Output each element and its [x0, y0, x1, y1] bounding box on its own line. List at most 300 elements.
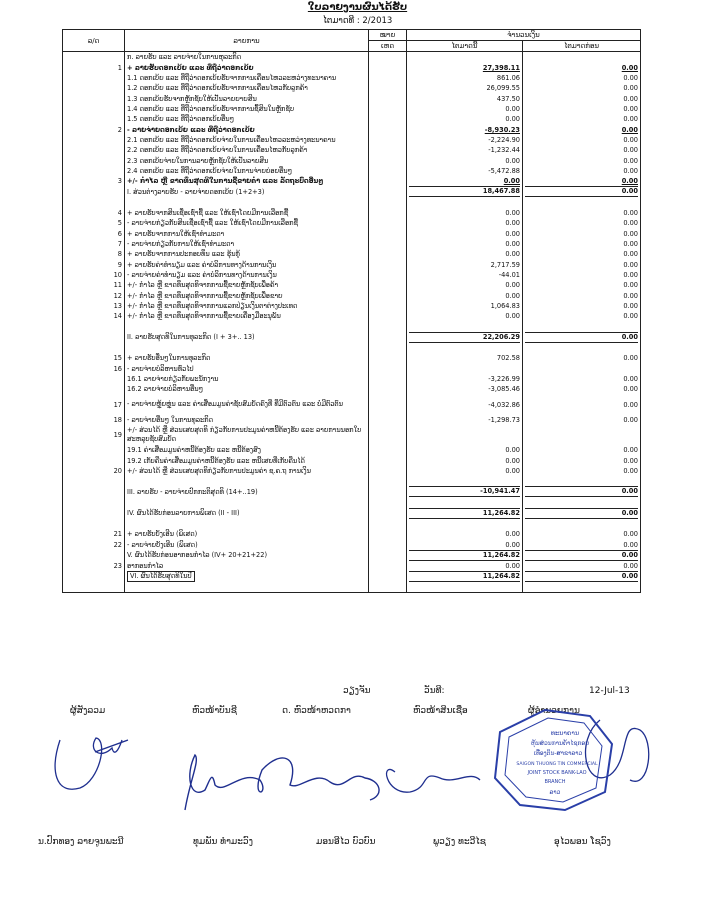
row-previous: 0.00	[523, 93, 641, 103]
table-row	[63, 176, 641, 186]
table-row	[63, 582, 641, 593]
row-number	[63, 332, 125, 343]
row-item: + ລາຍຮັບບັງເອີນ (ພິເສດ)	[125, 529, 369, 539]
current-value: 11,264.82	[409, 508, 520, 519]
signature-4	[586, 720, 649, 781]
row-note	[369, 52, 407, 63]
row-current: 702.58	[407, 353, 523, 363]
current-value: -10,941.47	[409, 486, 520, 497]
table-row	[63, 550, 641, 561]
row-number: 3	[63, 176, 125, 186]
row-number	[63, 83, 125, 93]
sig-name-accounting: ທຸມພັນ ທໍາມະວົງ	[193, 837, 253, 847]
table-row	[63, 62, 641, 72]
row-note	[369, 229, 407, 239]
table-row	[63, 186, 641, 197]
table-row	[63, 311, 641, 321]
row-current: -1,232.44	[407, 145, 523, 155]
row-current	[407, 519, 523, 529]
row-note	[369, 374, 407, 384]
row-note	[369, 476, 407, 486]
row-note	[369, 155, 407, 165]
sig-title-accounting: ຫົວໜ້າບັນຊີ	[192, 706, 237, 716]
row-current: 0.00	[407, 466, 523, 476]
table-row	[63, 155, 641, 165]
row-current	[407, 497, 523, 507]
row-item	[125, 519, 369, 529]
row-current: 0.00	[407, 529, 523, 539]
row-item: + ລາຍຮັບຈາກການປະກອບທຶນ ແລະ ຮຸ້ນກູ້	[125, 249, 369, 259]
current-value: 18,467.88	[409, 186, 520, 197]
row-current: 0.00	[407, 280, 523, 290]
row-number	[63, 166, 125, 176]
table-row	[63, 571, 641, 582]
row-current: -8,930.23	[407, 124, 523, 134]
row-current: 437.50	[407, 93, 523, 103]
row-item: - ລາຍຈ່າຍດອກເບ້ຍ ແລະ ທີ່ຖືວ່າດອກເບ້ຍ	[125, 124, 369, 134]
row-current: 26,099.55	[407, 83, 523, 93]
row-current: 1,064.83	[407, 301, 523, 311]
row-number: 5	[63, 218, 125, 228]
row-number	[63, 197, 125, 207]
row-previous: 0.00	[523, 260, 641, 270]
table-row	[63, 135, 641, 145]
row-current: 861.06	[407, 73, 523, 83]
row-note	[369, 364, 407, 374]
row-item: + ລາຍຮັບຄ່າທຳນຽມ ແລະ ຄ່າບໍລິການທາງດ້ານການເງິນ	[125, 260, 369, 270]
row-number	[63, 571, 125, 582]
row-item: +/- ກຳໄລ ຫຼື ຂາດທຶນສຸດທິຈາກການຊື້ຂາຍເຄື່ອງມືອະນຸພັນ	[125, 311, 369, 321]
table-row	[63, 415, 641, 425]
row-current: 0.00	[407, 176, 523, 186]
row-number	[63, 384, 125, 394]
row-current	[407, 52, 523, 63]
row-item: +/- ສ່ວນໄດ້ ຫຼື ສ່ວນເສຍສຸດທິກ່ຽວກັບການປະມູນຄ່າ ຊ.ຄ.ຖ ການເງິນ	[125, 466, 369, 476]
row-item: 1.5 ດອກເບ້ຍ ແລະ ທີ່ຖືວ່າດອກເບ້ຍອື່ນໆ	[125, 114, 369, 124]
previous-value: 0.00	[525, 486, 638, 497]
row-note	[369, 73, 407, 83]
row-item: V. ຜົນໄດ້ຮັບກ່ອນອາກອນກຳໄລ (IV+ 20+21+22)	[125, 550, 369, 561]
row-item: + ລາຍຮັບອື່ນໆໃນການທຸລະກິດ	[125, 353, 369, 363]
row-number	[63, 476, 125, 486]
row-number	[63, 374, 125, 384]
report-period: ໄຕມາດທີ : 2/2013	[322, 16, 393, 26]
row-number	[63, 497, 125, 507]
table-row	[63, 280, 641, 290]
row-item: 1.3 ດອກເບ້ຍຮັບຈາກຫຼັກຊັບໃຫ້ເປັນລາຍຍາຍສິນ	[125, 93, 369, 103]
row-note	[369, 332, 407, 343]
row-previous: 0.00	[523, 466, 641, 476]
row-note	[369, 455, 407, 465]
row-item: 1.4 ດອກເບ້ຍ ແລະ ທີ່ຖືວ່າດອກເບ້ຍຮັບຈາກການຊຶ້ສິນໃນຫຼັກຊັບ	[125, 104, 369, 114]
row-note	[369, 415, 407, 425]
row-current	[407, 550, 523, 561]
row-previous: 0.00	[523, 218, 641, 228]
row-item	[125, 343, 369, 353]
row-note	[369, 571, 407, 582]
row-item: III. ລາຍຮັບ - ລາຍຈ່າຍປົກກະຕິສຸດທິ (14+..19)	[125, 486, 369, 497]
row-number	[63, 145, 125, 155]
row-item	[125, 476, 369, 486]
row-note	[369, 508, 407, 519]
row-note	[369, 135, 407, 145]
previous-value: 0.00	[525, 571, 638, 582]
row-number: 22	[63, 539, 125, 549]
table-row	[63, 466, 641, 476]
row-note	[369, 550, 407, 561]
row-previous: 0.00	[523, 124, 641, 134]
row-note	[369, 466, 407, 476]
place-label: ວຽງຈັນ	[343, 686, 371, 696]
row-number: 21	[63, 529, 125, 539]
row-note	[369, 260, 407, 270]
table-row	[63, 52, 641, 63]
row-number: 19	[63, 425, 125, 445]
row-current: -5,472.88	[407, 166, 523, 176]
row-note	[369, 582, 407, 593]
row-previous: 0.00	[523, 229, 641, 239]
row-previous	[523, 425, 641, 445]
row-item: +/- ສ່ວນໄດ້ ຫຼື ສ່ວນເສຍສຸດທິ ກ່ຽວກັບການປະມູນຄ່າຫນີ້ຕ້ອງຮັບ ແລະ ລາຍການນອກໃບສະຫລຸບຊັບສົມບັດ	[125, 425, 369, 445]
row-current	[407, 425, 523, 445]
row-previous: 0.00	[523, 445, 641, 455]
row-item: + ລາຍຮັບຈາກການໃຫ້ເຊົ່າທຳມະດາ	[125, 229, 369, 239]
row-note	[369, 166, 407, 176]
table-row	[63, 395, 641, 415]
header-item: ລາຍການ	[125, 30, 369, 52]
row-current	[407, 486, 523, 497]
row-item	[125, 197, 369, 207]
table-row	[63, 239, 641, 249]
row-current: 0.00	[407, 455, 523, 465]
table-row	[63, 249, 641, 259]
row-item: - ລາຍຈ່າຍອື່ນໆ ໃນການທຸລະກິດ	[125, 415, 369, 425]
row-item	[125, 497, 369, 507]
row-previous: 0.00	[523, 353, 641, 363]
date-label: ວັນທີ:	[424, 686, 445, 696]
row-previous: 0.00	[523, 208, 641, 218]
row-current: 0.00	[407, 249, 523, 259]
row-note	[369, 322, 407, 332]
row-previous: 0.00	[523, 62, 641, 72]
sig-name-compiler: ນ.ປົກທອງ ລາຍຈູນພະນີ	[38, 837, 124, 847]
row-previous: 0.00	[523, 114, 641, 124]
row-current: 0.00	[407, 229, 523, 239]
row-current: 27,398.11	[407, 62, 523, 72]
previous-value: 0.00	[525, 550, 638, 561]
row-previous: 0.00	[523, 384, 641, 394]
row-previous: 0.00	[523, 239, 641, 249]
stamp-line-7: ລາວ	[549, 789, 561, 796]
table-row	[63, 364, 641, 374]
row-current: -3,085.46	[407, 384, 523, 394]
row-note	[369, 561, 407, 571]
row-item: +/- ກຳໄລ ຫຼື ຂາດທຶນສຸດທິໃນການຊື້ຂາຍຄຳ ແລະ ລັດຖະບົດອື່ນໆ	[125, 176, 369, 186]
row-current	[407, 508, 523, 519]
table-row	[63, 539, 641, 549]
row-item: - ລາຍຈ່າຍຫຼຸ້ຍຫຼຸ່ນ ແລະ ຄ່າເສື່ອມມູນຄ່າຊັບສົມບັດຄົງທີ່ ທີ່ມີຕົວຕົນ ແລະ ບໍ່ມີຕົວຕົນ	[125, 395, 369, 415]
row-item: ກ. ລາຍຮັບ ແລະ ລາຍຈ່າຍໃນການຫຸລະກິດ	[125, 52, 369, 63]
row-note	[369, 83, 407, 93]
row-note	[369, 425, 407, 445]
row-number: 12	[63, 291, 125, 301]
table-row	[63, 476, 641, 486]
row-number	[63, 519, 125, 529]
row-current	[407, 343, 523, 353]
row-number: 13	[63, 301, 125, 311]
row-previous: 0.00	[523, 311, 641, 321]
previous-value: 0.00	[525, 186, 638, 197]
row-current	[407, 582, 523, 593]
row-item: + ລາຍຮັບຈາກສິນເຊື່ອເຊົ່າຊື້ ແລະ ໃຫ້ເຊົ່າໂດຍມີການເລືອກຊື້	[125, 208, 369, 218]
row-note	[369, 186, 407, 197]
sig-name-credit: ພູວຽງ ທະວີໄຊ	[433, 837, 486, 847]
row-note	[369, 384, 407, 394]
table-row	[63, 425, 641, 445]
row-previous: 0.00	[523, 135, 641, 145]
row-previous	[523, 364, 641, 374]
row-item: 16.1 ລາຍຈ່າຍກ່ຽວກັບພະນັກງານ	[125, 374, 369, 384]
row-note	[369, 497, 407, 507]
row-previous	[523, 52, 641, 63]
row-item: 16.2 ລາຍຈ່າຍບໍລິຫານອື່ນໆ	[125, 384, 369, 394]
row-previous	[523, 476, 641, 486]
row-current: 0.00	[407, 561, 523, 571]
row-number: 15	[63, 353, 125, 363]
row-number: 1	[63, 62, 125, 72]
row-current: -2,224.90	[407, 135, 523, 145]
table-row	[63, 218, 641, 228]
row-current: -3,226.99	[407, 374, 523, 384]
row-previous	[523, 322, 641, 332]
row-number	[63, 93, 125, 103]
row-note	[369, 218, 407, 228]
table-row	[63, 384, 641, 394]
row-note	[369, 445, 407, 455]
row-previous: 0.00	[523, 455, 641, 465]
row-number	[63, 155, 125, 165]
current-value: 11,264.82	[409, 550, 520, 561]
row-note	[369, 239, 407, 249]
row-previous: 0.00	[523, 539, 641, 549]
table-header-row	[63, 30, 641, 41]
row-previous	[523, 508, 641, 519]
row-number	[63, 104, 125, 114]
table-row	[63, 561, 641, 571]
sig-name-deputy: ມອນອີໄວ ບົວບົນ	[316, 837, 376, 847]
row-number	[63, 186, 125, 197]
row-note	[369, 291, 407, 301]
sig-title-deputy: ດ. ຫົວໜ້າຫວດກາ	[282, 706, 351, 716]
row-number	[63, 343, 125, 353]
stamp-line-3: ເທື່ອງຕິນ-ສາຂາລາວ	[533, 750, 583, 757]
row-current: 0.00	[407, 311, 523, 321]
row-current: 0.00	[407, 114, 523, 124]
row-note	[369, 104, 407, 114]
row-current	[407, 476, 523, 486]
stamp-line-5: JOINT STOCK BANK-LAO	[527, 770, 587, 776]
previous-value: 0.00	[525, 508, 638, 519]
row-previous: 0.00	[523, 73, 641, 83]
table-row	[63, 270, 641, 280]
row-note	[369, 249, 407, 259]
row-previous	[523, 519, 641, 529]
row-current: 0.00	[407, 104, 523, 114]
row-current: -1,298.73	[407, 415, 523, 425]
row-number	[63, 135, 125, 145]
table-row	[63, 93, 641, 103]
row-number: 9	[63, 260, 125, 270]
table-row	[63, 124, 641, 134]
row-previous: 0.00	[523, 145, 641, 155]
row-number: 10	[63, 270, 125, 280]
current-value: 11,264.82	[409, 571, 520, 582]
row-number	[63, 322, 125, 332]
sig-title-credit: ຫົວໜ້າສິນເຊື່ອ	[413, 706, 468, 716]
row-item: 19.2 ເກັບຄືນຄ່າເສື່ອມມູນຄ່າຫນີ້ຕ້ອງຮັບ ແລະ ຫນີ້ເສຍທີ່ເກັບຄືນໄດ້	[125, 455, 369, 465]
row-note	[369, 353, 407, 363]
row-note	[369, 208, 407, 218]
row-previous	[523, 497, 641, 507]
row-item: 1.2 ດອກເບ້ຍ ແລະ ທີ່ຖືວ່າດອກເບ້ຍຮັບຈາກການເຄື່ອນໄຫວກັບລູກຄ້າ	[125, 83, 369, 93]
header-current: ໄຕມາດນີ້	[407, 41, 523, 52]
previous-value: 0.00	[525, 332, 638, 343]
stamp-line-4: SAIGON THUONG TIN COMMERCIAL	[516, 762, 598, 767]
row-item: I. ສ່ວນຕ່າງລາຍຮັບ - ລາຍຈ່າຍດອກເບ້ຍ (1+2+3)	[125, 186, 369, 197]
row-note	[369, 519, 407, 529]
row-item	[125, 571, 369, 582]
row-number	[63, 508, 125, 519]
row-current: 0.00	[407, 539, 523, 549]
header-note: ໝາຍ	[369, 30, 407, 41]
header-previous: ໄຕມາດກ່ອນ	[523, 41, 641, 52]
stamp-line-2: ຫຸ້ນສ່ວນການຄ້າໄຊກອນ	[530, 740, 590, 747]
row-item: +/- ກຳໄລ ຫຼື ຂາດທຶນສຸດທິຈາກການແລກປ່ຽນເງິນຕາຕ່າງປະເທດ	[125, 301, 369, 311]
row-previous: 0.00	[523, 395, 641, 415]
row-item: ອາກອນກຳໄລ	[125, 561, 369, 571]
sig-title-director: ຜູ້ອຳນວຍການ	[528, 706, 580, 716]
row-previous: 0.00	[523, 374, 641, 384]
row-note	[369, 311, 407, 321]
table-row	[63, 291, 641, 301]
table-row	[63, 343, 641, 353]
row-number	[63, 52, 125, 63]
row-number: 23	[63, 561, 125, 571]
row-item: +/- ກຳໄລ ຫຼື ຂາດທຶນສຸດທິຈາກການຊື້ຂາຍຫຼັກຊັບເພື່ອຄ້າ	[125, 280, 369, 290]
row-previous	[523, 197, 641, 207]
row-item: 19.1 ຄ່າເສື່ອມມູນຄ່າຫນີ້ຕ້ອງຮັບ ແລະ ຫນີ້ຕ້ອງສົງ	[125, 445, 369, 455]
table-row	[63, 353, 641, 363]
row-previous: 0.00	[523, 561, 641, 571]
row-current: -44.01	[407, 270, 523, 280]
row-note	[369, 395, 407, 415]
row-note	[369, 280, 407, 290]
row-number: 18	[63, 415, 125, 425]
row-number	[63, 455, 125, 465]
row-number: 2	[63, 124, 125, 134]
row-number: 17	[63, 395, 125, 415]
row-item	[125, 322, 369, 332]
stamp-line-6: BRANCH	[544, 779, 566, 785]
row-note	[369, 124, 407, 134]
row-number: 11	[63, 280, 125, 290]
row-current	[407, 197, 523, 207]
row-number	[63, 73, 125, 83]
row-note	[369, 114, 407, 124]
row-number: 16	[63, 364, 125, 374]
report-title: ໃບລາຍງານຜົນໄດ້ຮັບ	[307, 2, 408, 13]
row-number	[63, 486, 125, 497]
signature-1	[55, 738, 128, 789]
row-item: 2.2 ດອກເບ້ຍ ແລະ ທີ່ຖືວ່າດອກເບ້ຍຈ່າຍໃນການເຄື່ອນໄຫວກັບລູກຄ້າ	[125, 145, 369, 155]
row-number: 8	[63, 249, 125, 259]
row-number	[63, 582, 125, 593]
row-item: II. ລາຍຮັບສຸດທິໃນການທຸລະກິດ (I + 3+.. 13)	[125, 332, 369, 343]
row-number: 4	[63, 208, 125, 218]
table-row	[63, 529, 641, 539]
table-row	[63, 486, 641, 497]
row-current: 0.00	[407, 239, 523, 249]
row-current	[407, 332, 523, 343]
row-item	[125, 582, 369, 593]
signatures-and-stamp	[0, 700, 715, 840]
table-row	[63, 73, 641, 83]
final-result-label: VI. ຜົນໄດ້ຮັບສຸດທິໃນປີ	[127, 571, 195, 582]
row-number	[63, 445, 125, 455]
row-item: - ລາຍຈ່າຍບໍລິຫານທົ່ວໄປ	[125, 364, 369, 374]
sig-name-director: ອຸໄວພອນ ໂຊວົງ	[554, 837, 611, 847]
row-previous: 0.00	[523, 270, 641, 280]
row-note	[369, 529, 407, 539]
row-current: 0.00	[407, 218, 523, 228]
row-note	[369, 301, 407, 311]
row-note	[369, 486, 407, 497]
row-note	[369, 62, 407, 72]
signature-2	[185, 755, 379, 810]
row-previous: 0.00	[523, 291, 641, 301]
table-row	[63, 166, 641, 176]
table-row	[63, 322, 641, 332]
row-previous: 0.00	[523, 415, 641, 425]
row-number: 6	[63, 229, 125, 239]
row-number: 7	[63, 239, 125, 249]
row-note	[369, 93, 407, 103]
row-note	[369, 176, 407, 186]
row-current: 0.00	[407, 155, 523, 165]
table-row	[63, 301, 641, 311]
table-row	[63, 508, 641, 519]
table-row	[63, 519, 641, 529]
row-note	[369, 197, 407, 207]
row-previous: 0.00	[523, 176, 641, 186]
row-number	[63, 114, 125, 124]
table-row	[63, 145, 641, 155]
row-previous	[523, 186, 641, 197]
row-item: 2.4 ດອກເບ້ຍ ແລະ ທີ່ຖືວ່າດອກເບ້ຍຈ່າຍໃນການຈ່າຍຍ່ອຍອື່ນໆ	[125, 166, 369, 176]
row-previous	[523, 571, 641, 582]
sig-title-compiler: ຜູ້ສັງລວມ	[70, 706, 106, 716]
row-note	[369, 343, 407, 353]
header-note-2: ເຫດ	[369, 41, 407, 52]
table-row	[63, 497, 641, 507]
current-value: 22,206.29	[409, 332, 520, 343]
row-item: - ລາຍຈ່າຍກ່ຽວກັບສິນເຊື່ອເຊົ່າຊື້ ແລະ ໃຫ້ເຊົ່າໂດຍມີການເລືອກຊື້	[125, 218, 369, 228]
table-row	[63, 104, 641, 114]
stamp-line-1: ທະນາຄານ	[550, 729, 580, 737]
row-previous	[523, 332, 641, 343]
table-row	[63, 332, 641, 343]
row-item: - ລາຍຈ່າຍບັງເອີນ (ພິເສດ)	[125, 539, 369, 549]
